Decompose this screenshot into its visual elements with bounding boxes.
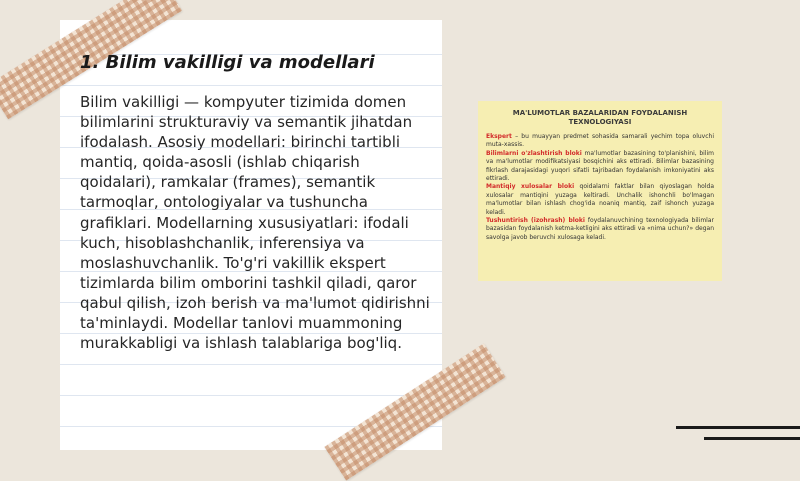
infographic-image — [478, 101, 722, 281]
infographic-definition: – bu muayyan predmet sohasida samarali yechim topa oluvchi muta-xassis. — [486, 133, 714, 149]
infographic-item-expert — [486, 133, 714, 150]
infographic-item-acquisition-block — [486, 150, 714, 184]
infographic-definition: foydalanuvchining texnologiyada bilimlar bazasidan foydalanish ketma-ketligini aks ettiradi va «nima uchun?» degan savolga javob beruvchi xulosaga keladi. — [486, 217, 714, 241]
infographic-title: MA'LUMOTLAR BAZALARIDAN FOYDALANISH TEXNOLOGIYASI — [512, 109, 688, 126]
infographic-term: Bilimlarni o'zlashtirish bloki — [486, 149, 582, 157]
infographic-item-explanation-block — [486, 217, 714, 242]
infographic-term: Ekspert — [486, 133, 512, 140]
infographic-term: Tushuntirish (izohrash) bloki — [486, 217, 585, 225]
infographic-item-inference-block — [486, 183, 714, 217]
infographic-term: Mantiqiy xulosalar bloki — [486, 183, 575, 191]
infographic-definition: ma'lumotlar bazasining to'planishini, bilim va ma'lumotlar modifikatsiyasi bosqichini aks ettiradi. Bilimlar bazasining fikrlash darajasidagi yuqori sifatli tajribadan foydalanish imkoniyatini aks ettiradi. — [486, 149, 714, 183]
slide-title: 1. Bilim vakilligi va modellari — [80, 52, 375, 73]
slide-body-text: Bilim vakilligi — kompyuter tizimida domen bilimlarini strukturaviy va semantik jihatdan ifodalash. Asosiy modellari: birinchi tartibli mantiq, qoida-asosli (ishlab chiqarish qoidalari), ramkalar (frames), semantik tarmoqlar, ontologiyalar va tushuncha grafiklari. Modellarning xususiyatlari: ifodali kuch, hisoblashchanlik, inferensiya va moslashuvchanlik. To'g'ri vakillik ekspert tizimlarda bilim omborini tashkil qiladi, qaror qabul qilish, izoh berish va ma'lumot qidirishni ta'minlaydi. Modellar tanlovi muammoning murakkabligi va ishlash talablariga bog'liq. — [80, 93, 430, 353]
decorative-line — [704, 437, 800, 440]
decorative-line — [676, 426, 800, 429]
infographic-definition: qoidalarni faktlar bilan qiyoslagan holda xulosalar mantiqini yuzaga keltiradi. Unchalik ishonchli bo'lmagan ma'lumotlar bilan ishlash chog'ida noaniq mantiq, zaif ishonch yuzaga keladi. — [486, 183, 714, 216]
